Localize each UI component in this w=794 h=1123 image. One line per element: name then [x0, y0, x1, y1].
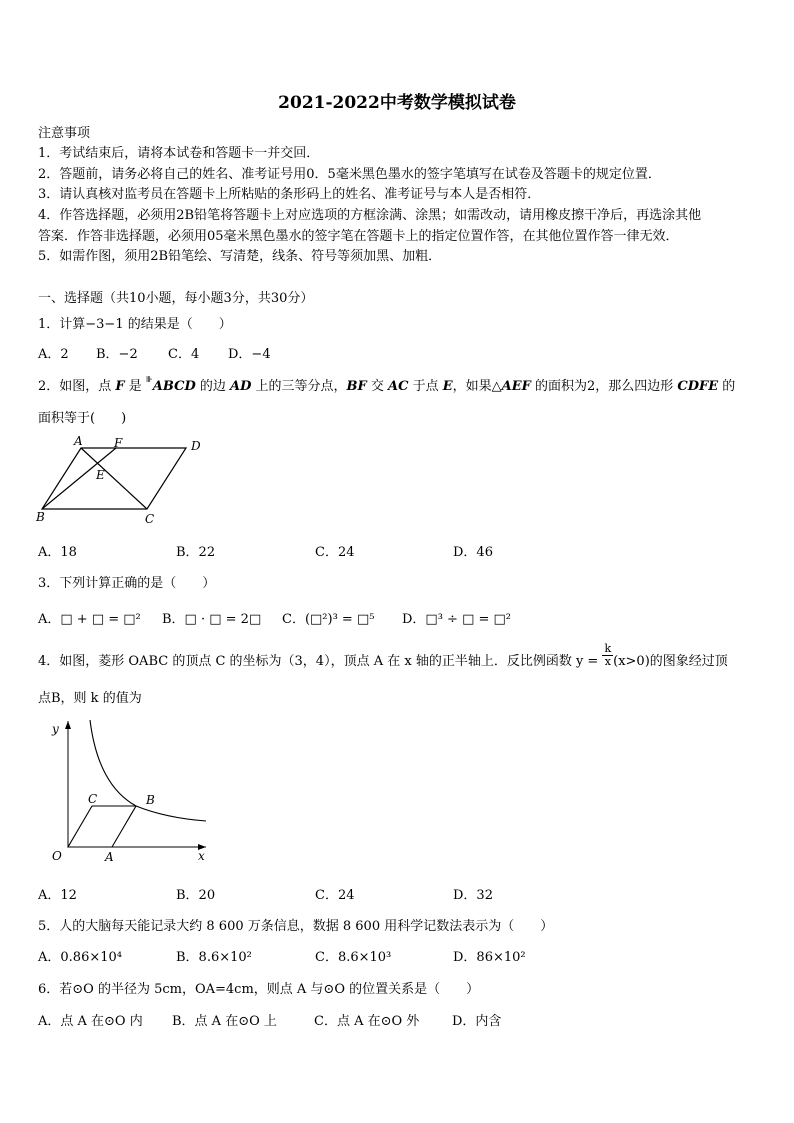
label-a: A: [74, 434, 83, 448]
q3-option-d[interactable]: D．□³ ÷ □ = □²: [402, 612, 512, 627]
q5-option-c[interactable]: C．8.6×10³: [315, 950, 392, 965]
label-b: B: [146, 793, 155, 807]
q3-option-b[interactable]: B．□ · □ = 2□: [162, 612, 262, 627]
label-f: F: [114, 436, 123, 450]
page-title: 2021-2022中考数学模拟试卷: [278, 93, 516, 113]
q5-option-d[interactable]: D．86×10²: [453, 950, 526, 965]
q1-option-d[interactable]: D．−4: [228, 347, 271, 362]
question-3-stem: 3．下列计算正确的是（ ）: [38, 576, 216, 591]
question-4-stem: 4．如图，菱形 OABC 的顶点 C 的坐标为（3，4），顶点 A 在 x 轴的正半轴上．反比例函数 y = $\frac{k}{x}$ (x>0)的图象经过顶: [38, 642, 728, 669]
label-c: C: [88, 792, 98, 806]
q2-option-b[interactable]: B．22: [176, 545, 216, 560]
q4-option-c[interactable]: C．24: [315, 888, 355, 903]
note-item: 2．答题前，请务必将自己的姓名、准考证号用0．5毫米黑色墨水的签字笔填写在试卷及答题卡的规定位置．: [38, 167, 661, 182]
notes-heading: 注意事项: [38, 126, 91, 141]
q4-option-a[interactable]: A．12: [38, 888, 77, 903]
q6-option-c[interactable]: C．点 A 在⊙O 外: [314, 1014, 420, 1029]
q2-option-c[interactable]: C．24: [315, 545, 355, 560]
q1-option-a[interactable]: A．2: [38, 347, 69, 362]
q6-option-b[interactable]: B．点 A 在⊙O 上: [172, 1014, 277, 1029]
label-e: E: [96, 468, 105, 482]
q1-option-c[interactable]: C．4: [168, 347, 200, 362]
section-heading: 一、选择题（共10小题，每小题3分，共30分）: [38, 291, 314, 306]
axis-x-label: x: [198, 849, 205, 863]
q6-option-a[interactable]: A．点 A 在⊙O 内: [38, 1014, 143, 1029]
q3-option-a[interactable]: A．□ + □ = □²: [38, 612, 141, 627]
note-item: 5．如需作图，须用2B铅笔绘、写清楚，线条、符号等须加黑、加粗．: [38, 249, 442, 264]
label-c: C: [145, 512, 155, 526]
note-item: 3．请认真核对监考员在答题卡上所粘贴的条形码上的姓名、准考证号与本人是否相符．: [38, 187, 541, 202]
axis-y-label: y: [52, 722, 59, 736]
q3-option-c[interactable]: C．(□²)³ = □⁵: [282, 612, 375, 627]
q4-option-d[interactable]: D．32: [453, 888, 493, 903]
q6-option-d[interactable]: D．内含: [452, 1014, 502, 1029]
question-1-stem: 1．计算−3−1 的结果是（ ）: [38, 317, 232, 332]
label-o: O: [52, 849, 62, 863]
question-5-stem: 5．人的大脑每天能记录大约 8 600 万条信息，数据 8 600 用科学记数法表示为（ ）: [38, 919, 554, 934]
q1-option-b[interactable]: B．−2: [96, 347, 138, 362]
q5-option-b[interactable]: B．8.6×10²: [176, 950, 252, 965]
note-item: 答案．作答非选择题，必须用05毫米黑色墨水的签字笔在答题卡上的指定位置作答，在其他位置作答一律无效．: [38, 229, 679, 244]
parallelogram-figure: [34, 432, 209, 528]
q2-option-d[interactable]: D．46: [453, 545, 493, 560]
question-6-stem: 6．若⊙O 的半径为 5cm，OA=4cm，则点 A 与⊙O 的位置关系是（ ）: [38, 982, 480, 997]
q5-option-a[interactable]: A．0.86×10⁴: [38, 950, 122, 965]
question-4-stem-cont: 点B，则 k 的值为: [38, 691, 142, 706]
note-item: 1．考试结束后，请将本试卷和答题卡一并交回．: [38, 146, 320, 161]
label-b: B: [36, 510, 45, 524]
question-2-stem: 2．如图，点 F 是 ⊪ABCD 的边 AD 上的三等分点，BF 交 AC 于点 E，如果△AEF 的面积为2，那么四边形 CDFE 的: [38, 375, 736, 394]
label-a: A: [105, 850, 114, 864]
label-d: D: [191, 439, 201, 453]
rhombus-graph-figure: [46, 715, 216, 867]
q4-option-b[interactable]: B．20: [176, 888, 216, 903]
question-2-stem-cont: 面积等于( ): [38, 411, 127, 426]
note-item: 4．作答选择题，必须用2B铅笔将答题卡上对应选项的方框涂满、涂黑；如需改动，请用橡皮擦干净后，再选涂其他: [38, 208, 702, 223]
q2-option-a[interactable]: A．18: [38, 545, 77, 560]
